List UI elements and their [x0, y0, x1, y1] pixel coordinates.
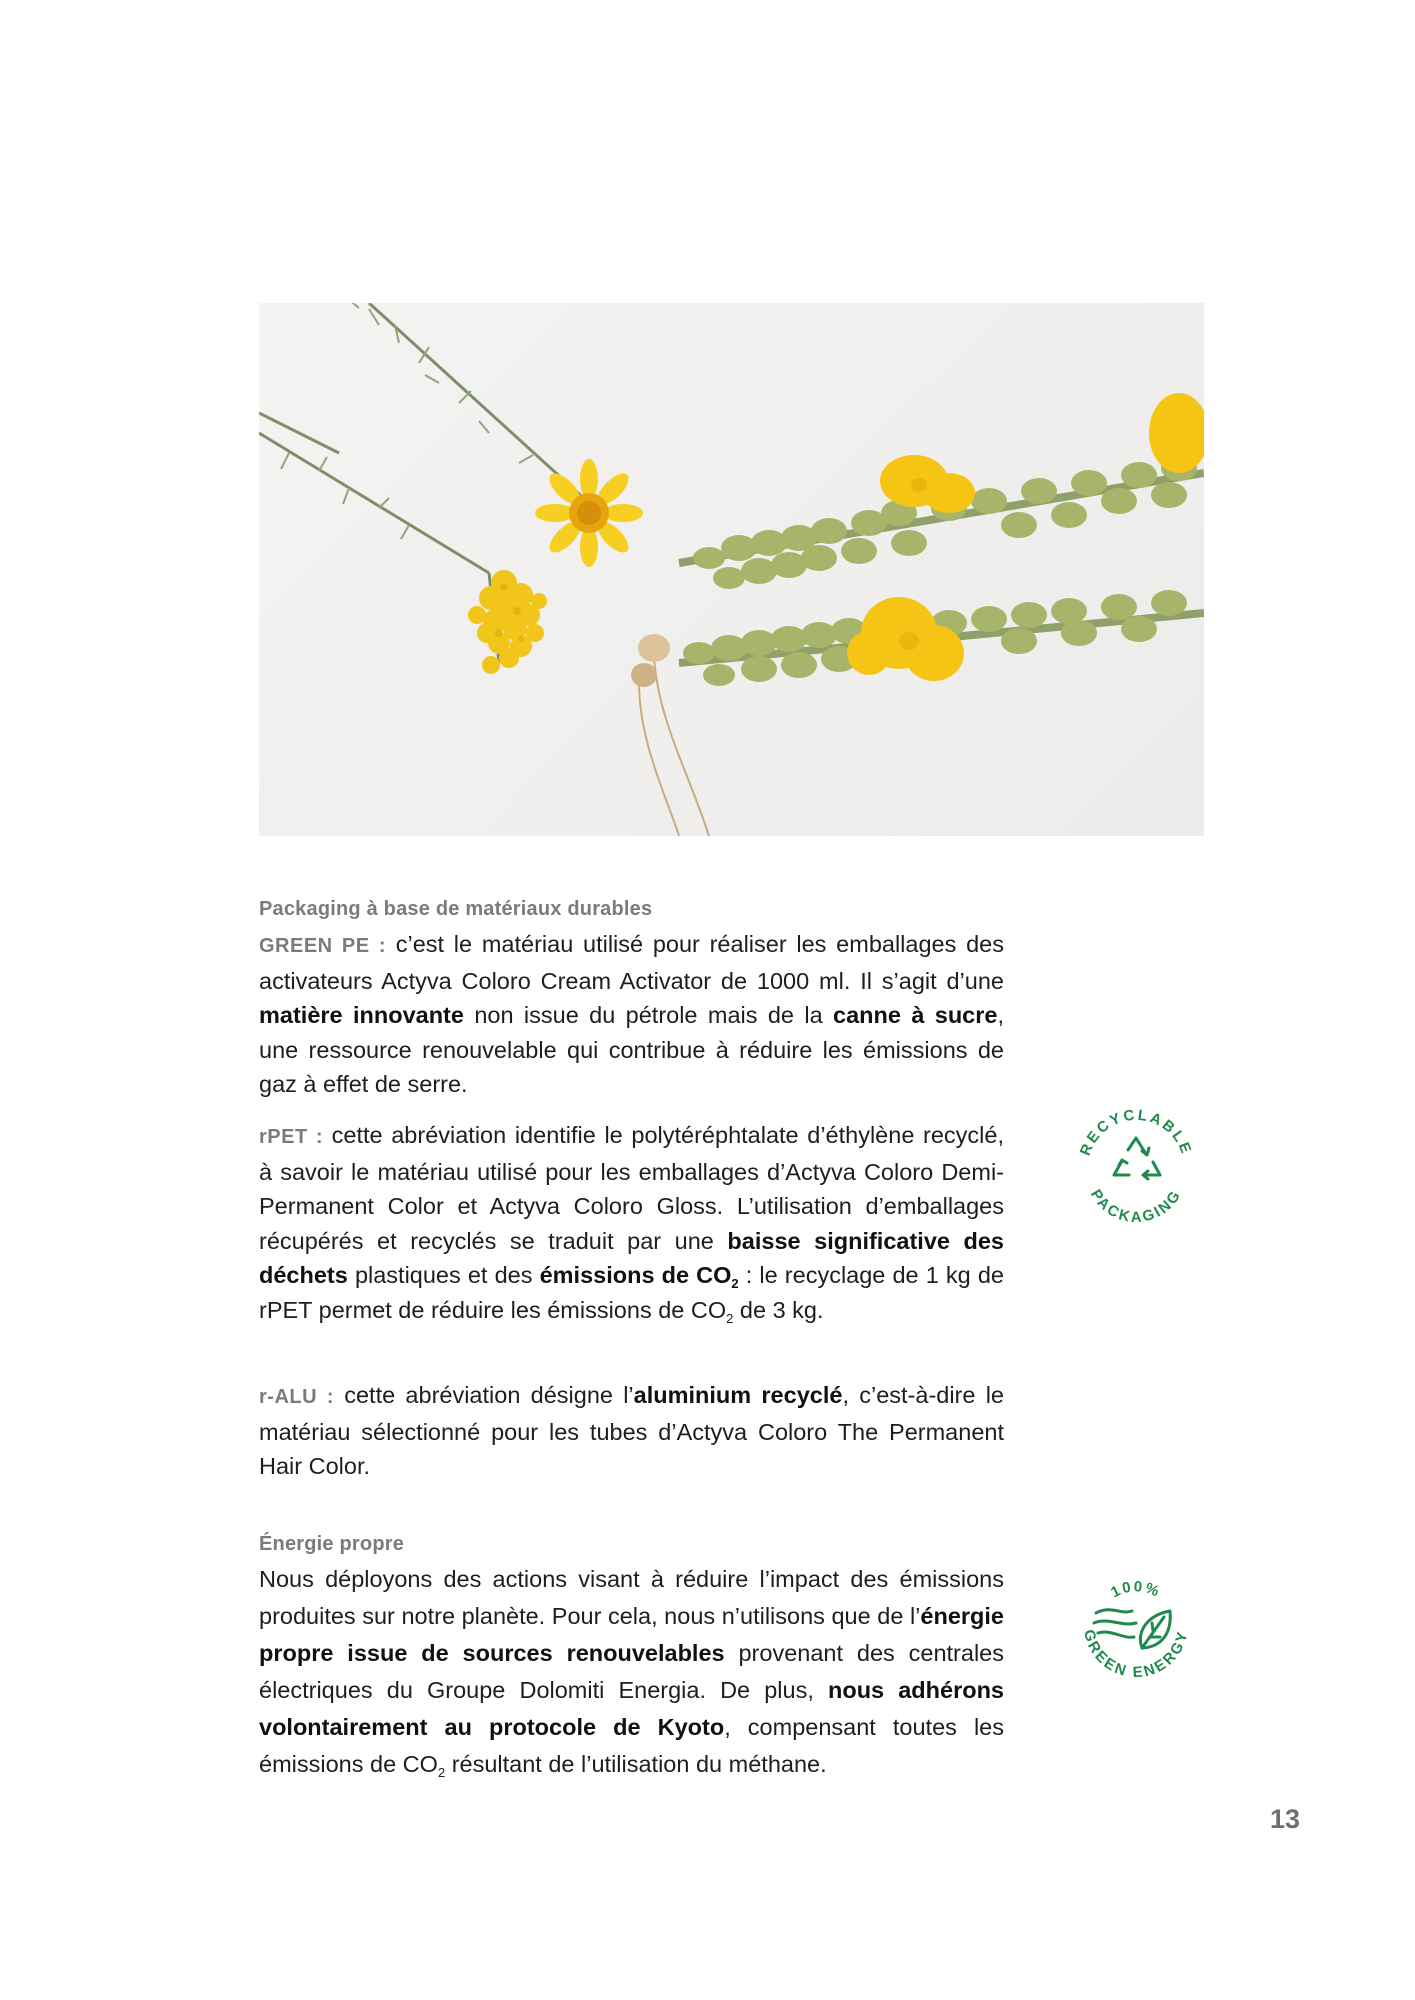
- rpet-bold-2-text: émissions de CO: [539, 1262, 732, 1288]
- green-energy-badge: [1066, 1553, 1206, 1693]
- energie-paragraph: [259, 1561, 1004, 1783]
- svg-text:100%: [1108, 1578, 1163, 1601]
- svg-text:RECYCLABLE: [1077, 1107, 1195, 1158]
- rpet-bold-2: [539, 1262, 739, 1291]
- flowers-photo: [259, 303, 1204, 836]
- rpet-bold-1: baisse significative des déchets: [259, 1227, 1004, 1288]
- rpet-text-4: de 3 kg.: [733, 1296, 824, 1323]
- ralu-lead: r-ALU :: [259, 1386, 334, 1408]
- energy-top-label: 100%: [1108, 1578, 1164, 1602]
- rpet-bold-2-sub: 2: [731, 1276, 739, 1291]
- svg-text:GREEN ENERGY: [1080, 1628, 1192, 1681]
- leaf-wind-icon: [1066, 1553, 1206, 1693]
- energie-text-4: résultant de l’utilisation du méthane.: [445, 1751, 827, 1777]
- rpet-text-1: cette abréviation identifie le polytéréphtalate d’éthylène recyclé, à savoir le matériau utilisé pour les emballages d’Actyva Coloro Demi-Permanent Color et Actyva Coloro Gloss. L’utilisation d’emballages récupérés et recyclés se traduit par une: [259, 1122, 1004, 1254]
- svg-text:PACKAGING: [1087, 1186, 1185, 1226]
- ralu-text-1: cette abréviation désigne l’: [333, 1382, 634, 1408]
- green-pe-bold-1: matière innovante: [259, 1002, 464, 1028]
- ralu-text-2: , c’est-à-dire le matériau sélectionné pour les tubes d’Actyva Coloro The Permanent Hair Color.: [259, 1382, 1004, 1479]
- energie-bold-1: énergie propre issue de sources renouvelables: [259, 1603, 1004, 1666]
- green-pe-lead: GREEN PE :: [259, 935, 386, 957]
- rpet-text-3-sub: 2: [726, 1310, 734, 1326]
- recyclable-packaging-badge: [1066, 1098, 1206, 1238]
- packaging-section-title: Packaging à base de matériaux durables: [259, 898, 653, 920]
- energy-bottom-label: GREEN ENERGY: [1080, 1627, 1192, 1682]
- rpet-text-3: : le recyclage de 1 kg de rPET permet de réduire les émissions de CO: [259, 1262, 1004, 1323]
- energie-bold-2: nous adhérons volontairement au protocole de Kyoto: [259, 1677, 1004, 1740]
- recyclable-bottom-label: PACKAGING: [1087, 1186, 1186, 1227]
- green-pe-paragraph: [259, 927, 1004, 1102]
- energie-text-3-sub: 2: [437, 1765, 446, 1780]
- energie-text-3: , compensant toutes les émissions de CO: [259, 1714, 1005, 1777]
- rpet-text-2: plastiques et des: [347, 1262, 540, 1288]
- green-pe-bold-2: canne à sucre: [833, 1002, 998, 1028]
- rpet-paragraph: [259, 1118, 1004, 1327]
- energie-section-title: Énergie propre: [259, 1533, 405, 1555]
- ralu-paragraph: [259, 1378, 1004, 1484]
- page-number: 13: [1269, 1804, 1300, 1834]
- ralu-bold-1: aluminium recyclé: [633, 1382, 843, 1408]
- recyclable-top-label: RECYCLABLE: [1076, 1106, 1196, 1158]
- green-pe-text-2: non issue du pétrole mais de la: [463, 1002, 834, 1028]
- recycle-icon: [1066, 1098, 1206, 1238]
- energie-text-1: Nous déployons des actions visant à réduire l’impact des émissions produites sur notre planète. Pour cela, nous n’utilisons que de l’: [259, 1566, 1004, 1629]
- green-pe-text-3: , une ressource renouvelable qui contribue à réduire les émissions de gaz à effet de serre.: [259, 1002, 1004, 1097]
- green-pe-text-1: c’est le matériau utilisé pour réaliser les emballages des activateurs Actyva Coloro Cream Activator de 1000 ml. Il s’agit d’une: [259, 931, 1004, 994]
- energie-text-2: provenant des centrales électriques du Groupe Dolomiti Energia. De plus,: [259, 1640, 1004, 1703]
- flowers-illustration: [259, 303, 1204, 836]
- rpet-lead: rPET :: [259, 1126, 324, 1148]
